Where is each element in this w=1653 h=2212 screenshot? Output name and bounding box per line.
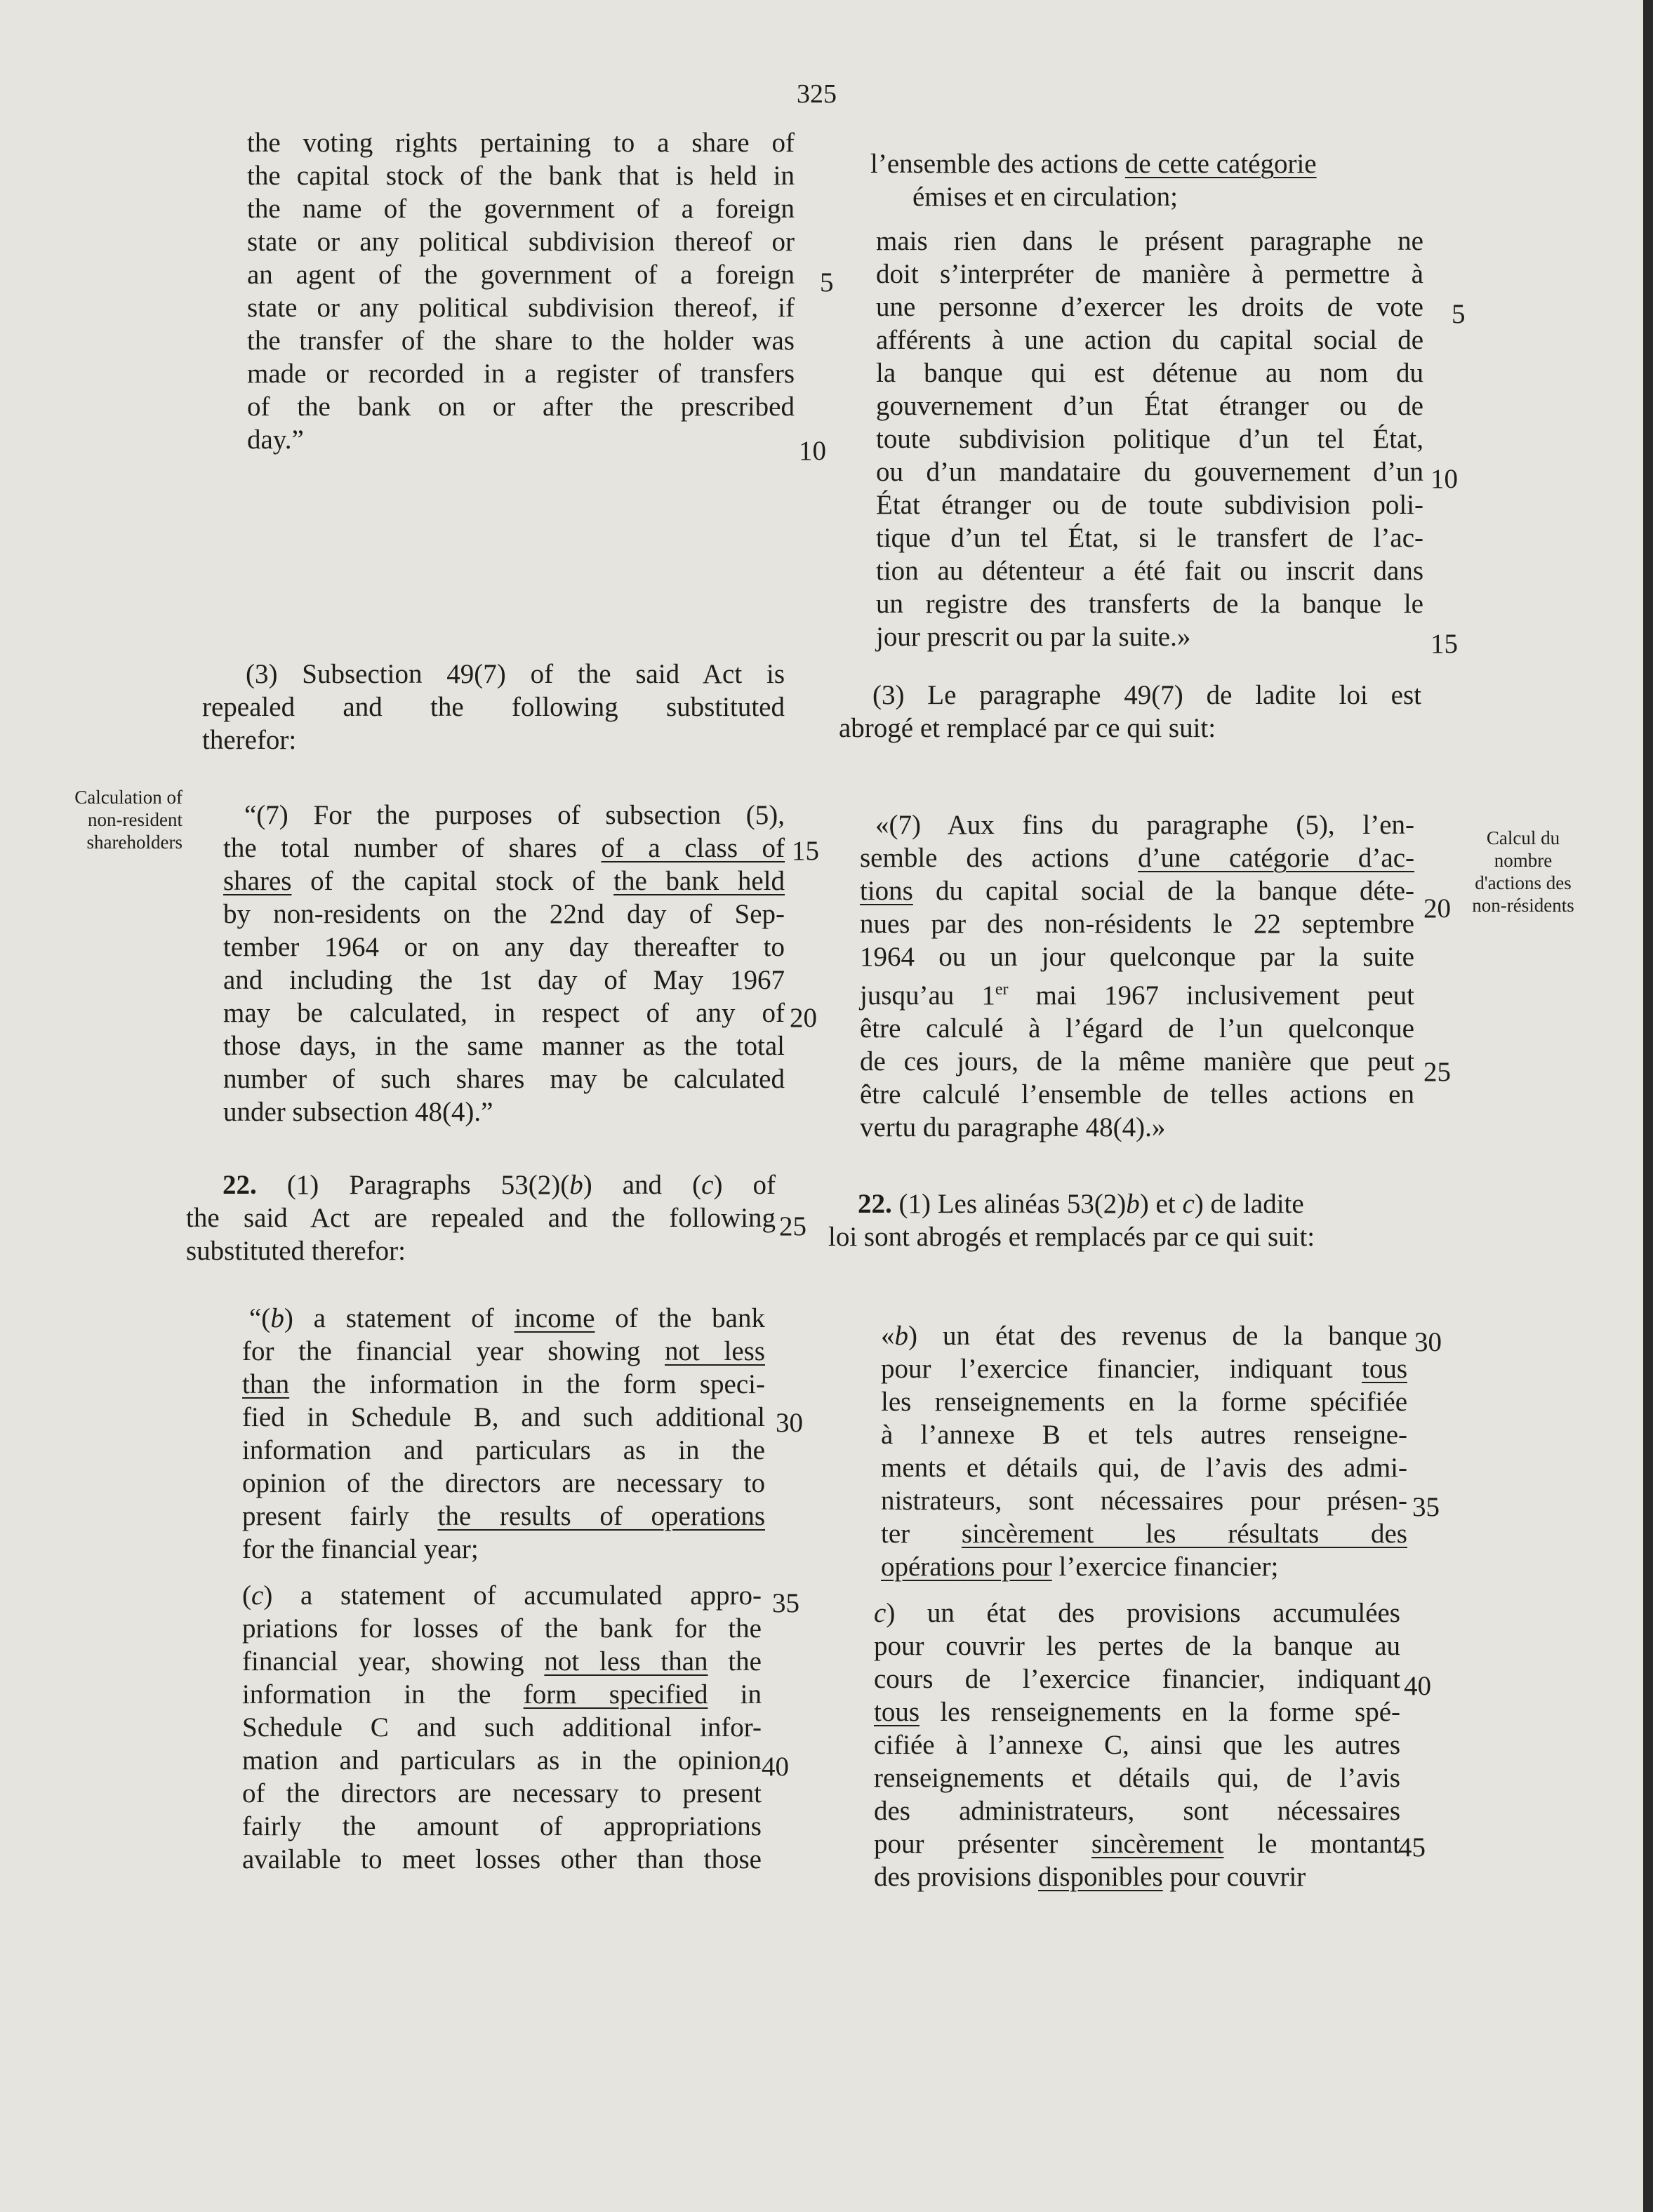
text-line: priations for losses of the bank for the	[242, 1613, 762, 1644]
text-line: opinion of the directors are necessary to	[242, 1468, 765, 1498]
margin-note-en: Calculation of non-resident shareholders	[74, 787, 182, 853]
text-line: une personne d’exercer les droits de vote	[876, 292, 1423, 322]
text-line: the said Act are repealed and the following	[186, 1203, 776, 1233]
text-line: present fairly the results of operations	[242, 1501, 765, 1531]
text-line: c) un état des provisions accumulées	[874, 1598, 1400, 1628]
page-number: 325	[797, 79, 837, 109]
line-number: 10	[1430, 464, 1458, 494]
text-line: “(7) For the purposes of subsection (5),	[244, 800, 785, 830]
text-line: semble des actions d’une catégorie d’ac-	[860, 843, 1414, 873]
text-line: the total number of shares of a class of	[223, 833, 785, 863]
line-number: 25	[1423, 1057, 1451, 1087]
text-line: jour prescrit ou par la suite.»	[876, 622, 1191, 652]
text-line: doit s’interpréter de manière à permettre à	[876, 259, 1423, 289]
en-continuation	[247, 126, 795, 456]
fr-mais-paragraph	[876, 225, 1423, 653]
en-section-22	[186, 1168, 776, 1267]
text-line: tember 1964 or on any day thereafter to	[223, 932, 785, 962]
text-line: the name of the government of a foreign	[247, 194, 795, 224]
line-number: 5	[1452, 299, 1466, 329]
text-line: «(7) Aux fins du paragraphe (5), l’en-	[875, 810, 1414, 840]
text-line: mation and particulars as in the opinion	[242, 1745, 762, 1775]
text-line: pour l’exercice financier, indiquant tous	[881, 1354, 1407, 1384]
text-line: day.”	[247, 425, 304, 455]
text-line: un registre des transferts de la banque le	[876, 589, 1423, 619]
line-number: 35	[772, 1588, 799, 1618]
text-line: ou d’un mandataire du gouvernement d’un	[876, 457, 1423, 487]
line-number: 15	[792, 836, 819, 866]
margin-note-fr: Calcul du nombre d'actions des non-résidents	[1472, 827, 1574, 916]
text-line: des provisions disponibles pour couvrir	[874, 1862, 1306, 1892]
text-line: for the financial year showing not less	[242, 1336, 765, 1366]
text-line: abrogé et remplacé par ce qui suit:	[839, 713, 1216, 743]
text-line: émises et en circulation;	[912, 182, 1178, 212]
text-line: number of such shares may be calculated	[223, 1064, 785, 1094]
text-line: opérations pour l’exercice financier;	[881, 1552, 1279, 1582]
line-number: 5	[820, 267, 834, 298]
text-line: tique d’un tel État, si le transfert de l’ac-	[876, 523, 1423, 553]
text-line: the transfer of the share to the holder was	[247, 326, 795, 356]
line-number: 30	[1414, 1327, 1442, 1357]
text-line: for the financial year;	[242, 1534, 479, 1564]
text-line: under subsection 48(4).”	[223, 1097, 493, 1127]
text-line: être calculé l’ensemble de telles actions en	[860, 1079, 1414, 1110]
text-line: gouvernement d’un État étranger ou de	[876, 391, 1423, 421]
text-line: des administrateurs, sont nécessaires	[874, 1796, 1400, 1826]
en-subsection-3	[202, 658, 785, 757]
en-subsection-7	[223, 799, 785, 1128]
text-line: therefor:	[202, 725, 297, 755]
line-number: 20	[1423, 893, 1451, 924]
text-line: Schedule C and such additional infor-	[242, 1712, 762, 1743]
text-line: ments et détails qui, de l’avis des admi-	[881, 1453, 1407, 1483]
text-line: les renseignements en la forme spécifiée	[881, 1387, 1407, 1417]
text-line: may be calculated, in respect of any of	[223, 998, 785, 1028]
text-line: state or any political subdivision thereof, if	[247, 293, 795, 323]
text-line: cours de l’exercice financier, indiquant	[874, 1664, 1400, 1694]
line-number: 20	[790, 1003, 817, 1033]
text-line: information in the form specified in	[242, 1679, 762, 1710]
text-line: (3) Le paragraphe 49(7) de ladite loi est	[872, 680, 1421, 710]
text-line: made or recorded in a register of transfers	[247, 359, 795, 389]
text-line: renseignements et détails qui, de l’avis	[874, 1763, 1400, 1793]
text-line: cifiée à l’annexe C, ainsi que les autres	[874, 1730, 1400, 1760]
line-number: 25	[779, 1211, 806, 1241]
fr-section-22	[828, 1187, 1418, 1253]
text-line: ter sincèrement les résultats des	[881, 1519, 1407, 1549]
text-line: “(b) a statement of income of the bank	[249, 1303, 765, 1333]
text-line: financial year, showing not less than the	[242, 1646, 762, 1677]
text-line: État étranger ou de toute subdivision poli-	[876, 490, 1423, 520]
text-line: (c) a statement of accumulated appro-	[242, 1580, 762, 1611]
page-edge	[1643, 0, 1653, 2212]
text-line: fairly the amount of appropriations	[242, 1811, 762, 1841]
text-line: information and particulars as in the	[242, 1435, 765, 1465]
text-line: tous les renseignements en la forme spé-	[874, 1697, 1400, 1727]
en-paragraph-c	[242, 1579, 762, 1876]
text-line: (3) Subsection 49(7) of the said Act is	[246, 659, 785, 689]
text-line: être calculé à l’égard de l’un quelconque	[860, 1013, 1414, 1044]
line-number: 40	[762, 1752, 789, 1782]
text-line: tion au détenteur a été fait ou inscrit dans	[876, 556, 1423, 586]
text-line: than the information in the form speci-	[242, 1369, 765, 1399]
text-line: of the bank on or after the prescribed	[247, 392, 795, 422]
text-line: those days, in the same manner as the total	[223, 1031, 785, 1061]
text-line: substituted therefor:	[186, 1236, 406, 1266]
text-line: afférents à une action du capital social de	[876, 325, 1423, 355]
line-number: 30	[776, 1408, 803, 1438]
text-line: à l’annexe B et tels autres renseigne-	[881, 1420, 1407, 1450]
text-line: l’ensemble des actions de cette catégorie	[870, 149, 1317, 179]
text-line: «b) un état des revenus de la banque	[881, 1321, 1407, 1351]
text-line: tions du capital social de la banque déte-	[860, 876, 1414, 906]
text-line: the capital stock of the bank that is held in	[247, 161, 795, 191]
text-line: state or any political subdivision thereof or	[247, 227, 795, 257]
text-line: vertu du paragraphe 48(4).»	[860, 1112, 1166, 1142]
text-line: shares of the capital stock of the bank held	[223, 866, 785, 896]
line-number: 35	[1412, 1492, 1440, 1522]
text-line: the voting rights pertaining to a share of	[247, 128, 795, 158]
fr-subsection-3	[839, 679, 1421, 745]
text-line: 22. (1) Paragraphs 53(2)(b) and (c) of	[223, 1170, 776, 1200]
fr-subsection-7	[860, 808, 1414, 1144]
fr-paragraph-c	[874, 1597, 1400, 1893]
fr-continuation	[870, 147, 1425, 213]
fr-paragraph-b	[881, 1319, 1407, 1583]
text-line: pour couvrir les pertes de la banque au	[874, 1631, 1400, 1661]
text-line: repealed and the following substituted	[202, 692, 785, 722]
text-line: toute subdivision politique d’un tel État,	[876, 424, 1423, 454]
text-line: by non-residents on the 22nd day of Sep-	[223, 899, 785, 929]
text-line: nistrateurs, sont nécessaires pour présen-	[881, 1486, 1407, 1516]
text-line: mais rien dans le présent paragraphe ne	[876, 226, 1423, 256]
text-line: jusqu’au 1er mai 1967 inclusivement peut	[860, 980, 1414, 1011]
line-number: 45	[1398, 1832, 1426, 1863]
text-line: loi sont abrogés et remplacés par ce qui suit:	[828, 1222, 1315, 1252]
text-line: 1964 ou un jour quelconque par la suite	[860, 942, 1414, 972]
text-line: de ces jours, de la même manière que peut	[860, 1046, 1414, 1077]
text-line: and including the 1st day of May 1967	[223, 965, 785, 995]
text-line: nues par des non-résidents le 22 septembre	[860, 909, 1414, 939]
text-line: la banque qui est détenue au nom du	[876, 358, 1423, 388]
line-number: 15	[1430, 629, 1458, 659]
text-line: an agent of the government of a foreign	[247, 260, 795, 290]
text-line: pour présenter sincèrement le montant	[874, 1829, 1401, 1859]
en-paragraph-b	[242, 1302, 765, 1566]
text-line: fied in Schedule B, and such additional	[242, 1402, 765, 1432]
line-number: 10	[799, 436, 826, 466]
line-number: 40	[1404, 1671, 1431, 1701]
text-line: 22. (1) Les alinéas 53(2)b) et c) de ladite	[858, 1189, 1304, 1219]
text-line: available to meet losses other than those	[242, 1844, 762, 1874]
text-line: of the directors are necessary to present	[242, 1778, 762, 1808]
